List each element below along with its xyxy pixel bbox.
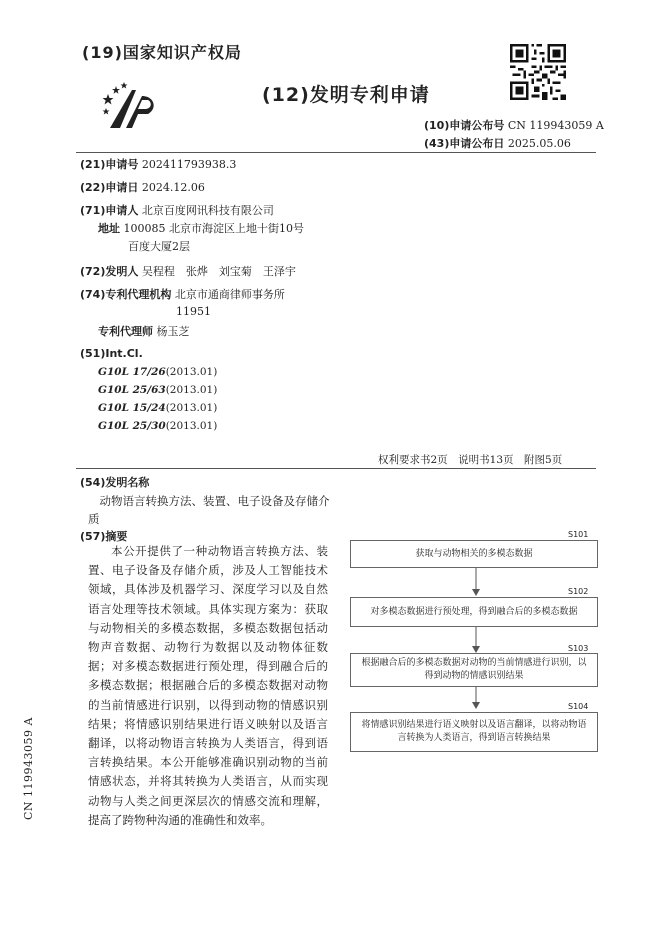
qr-code-icon xyxy=(510,44,566,100)
cnipa-logo-icon xyxy=(102,82,166,132)
ipc-code: G10L 17/26 xyxy=(98,366,166,378)
filing-date-label: (22)申请日 xyxy=(80,181,139,194)
publication-date-label: (43)申请公布日 xyxy=(424,137,505,150)
application-number-label: (21)申请号 xyxy=(80,158,139,171)
patent-agency-value: 北京市通商律师事务所 xyxy=(174,288,285,301)
flowchart-box: 将情感识别结果进行语义映射以及语言翻译，以将动物语言转换为人类语言，得到语言转换结果 xyxy=(350,712,598,752)
inventors-value: 吴程程 张烨 刘宝菊 王泽宇 xyxy=(141,265,296,278)
ipc-class xyxy=(98,420,217,432)
office-name: (19)国家知识产权局 xyxy=(82,43,242,62)
ipc-date: (2013.01) xyxy=(165,384,218,396)
document-type: (12)发明专利申请 xyxy=(262,84,430,106)
address xyxy=(98,220,304,236)
ipc-code: G10L 25/30 xyxy=(98,420,166,432)
patent-agency-code: 11951 xyxy=(176,305,211,318)
ipc-date: (2013.01) xyxy=(165,420,218,432)
inventors xyxy=(80,263,296,279)
flowchart-box: 根据融合后的多模态数据对动物的当前情感进行识别，以得到动物的情感识别结果 xyxy=(350,653,598,687)
patent-agent-label: 专利代理师 xyxy=(98,325,153,338)
abstract-text: 本公开提供了一种动物语言转换方法、装置、电子设备及存储介质，涉及人工智能技术领域，具体涉及机器学习、深度学习以及自然语言处理等技术领域。具体实现方案为：获取与动物相关的多模态数据，多模态数据包括动物声音数据、动物行为数据以及动物体征数据；对多模态数据进行预处理，得到融合后的多模态数据；根据融合后的多模态数据对动物的当前情感进行识别，以得到动物的情感识别结果；将情感识别结果进行语义映射以及语言翻译，以将动物语言转换为人类语言，得到语言转换结果。本公开能够准确识别动物的当前情感状态，并将其转换为人类语言，从而实现动物与人类之间更深层次的情感交流和理解，提高了跨物种沟通的准确性和效率。 xyxy=(88,544,328,827)
side-publication-number: CN 119943059 A xyxy=(22,717,35,820)
application-number xyxy=(80,156,236,172)
arrow-down-icon xyxy=(472,627,480,653)
invention-title-label xyxy=(80,474,149,490)
address-line1: 100085 北京市海淀区上地十街10号 xyxy=(123,222,304,235)
abstract-heading: (57)摘要 xyxy=(80,530,128,543)
invention-title: 动物语言转换方法、装置、电子设备及存储介质 xyxy=(88,494,330,526)
ipc-class xyxy=(98,402,217,414)
patent-agency xyxy=(80,286,285,302)
application-number-value: 202411793938.3 xyxy=(141,158,237,171)
publication-date-value: 2025.05.06 xyxy=(507,137,571,150)
patent-agency-label: (74)专利代理机构 xyxy=(80,288,172,301)
address-line2: 百度大厦2层 xyxy=(128,240,190,253)
applicant-value: 北京百度网讯科技有限公司 xyxy=(141,204,274,217)
arrow-down-icon xyxy=(472,568,480,596)
flowchart-box: 获取与动物相关的多模态数据 xyxy=(350,540,598,568)
publication-number-value: CN 119943059 A xyxy=(507,119,604,132)
ipc-code: G10L 25/63 xyxy=(98,384,166,396)
patent-agent-value: 杨玉芝 xyxy=(156,325,190,338)
header-divider xyxy=(76,152,596,153)
address-label: 地址 xyxy=(98,222,120,235)
inventors-label: (72)发明人 xyxy=(80,265,139,278)
publication-date xyxy=(424,135,571,151)
pages-summary: 权利要求书2页 说明书13页 附图5页 xyxy=(378,454,563,466)
publication-number-label: (10)申请公布号 xyxy=(424,119,505,132)
invention-title-heading: (54)发明名称 xyxy=(80,476,150,489)
int-cl-label: (51)Int.Cl. xyxy=(80,347,143,360)
step-label: S101 xyxy=(568,530,589,539)
ipc-date: (2013.01) xyxy=(165,366,218,378)
int-cl-heading xyxy=(80,347,143,360)
step-label: S102 xyxy=(568,587,589,596)
ipc-date: (2013.01) xyxy=(165,402,218,414)
publication-number xyxy=(424,117,604,133)
filing-date xyxy=(80,179,205,195)
flowchart-box: 对多模态数据进行预处理，得到融合后的多模态数据 xyxy=(350,597,598,627)
patent-agent xyxy=(98,323,190,339)
step-label: S103 xyxy=(568,644,589,653)
ipc-code: G10L 15/24 xyxy=(98,402,166,414)
applicant-label: (71)申请人 xyxy=(80,204,139,217)
filing-date-value: 2024.12.06 xyxy=(141,181,205,194)
arrow-down-icon xyxy=(472,687,480,709)
step-label: S104 xyxy=(568,702,589,711)
applicant xyxy=(80,202,274,218)
ipc-class xyxy=(98,366,217,378)
biblio-divider xyxy=(76,468,596,469)
ipc-class xyxy=(98,384,217,396)
